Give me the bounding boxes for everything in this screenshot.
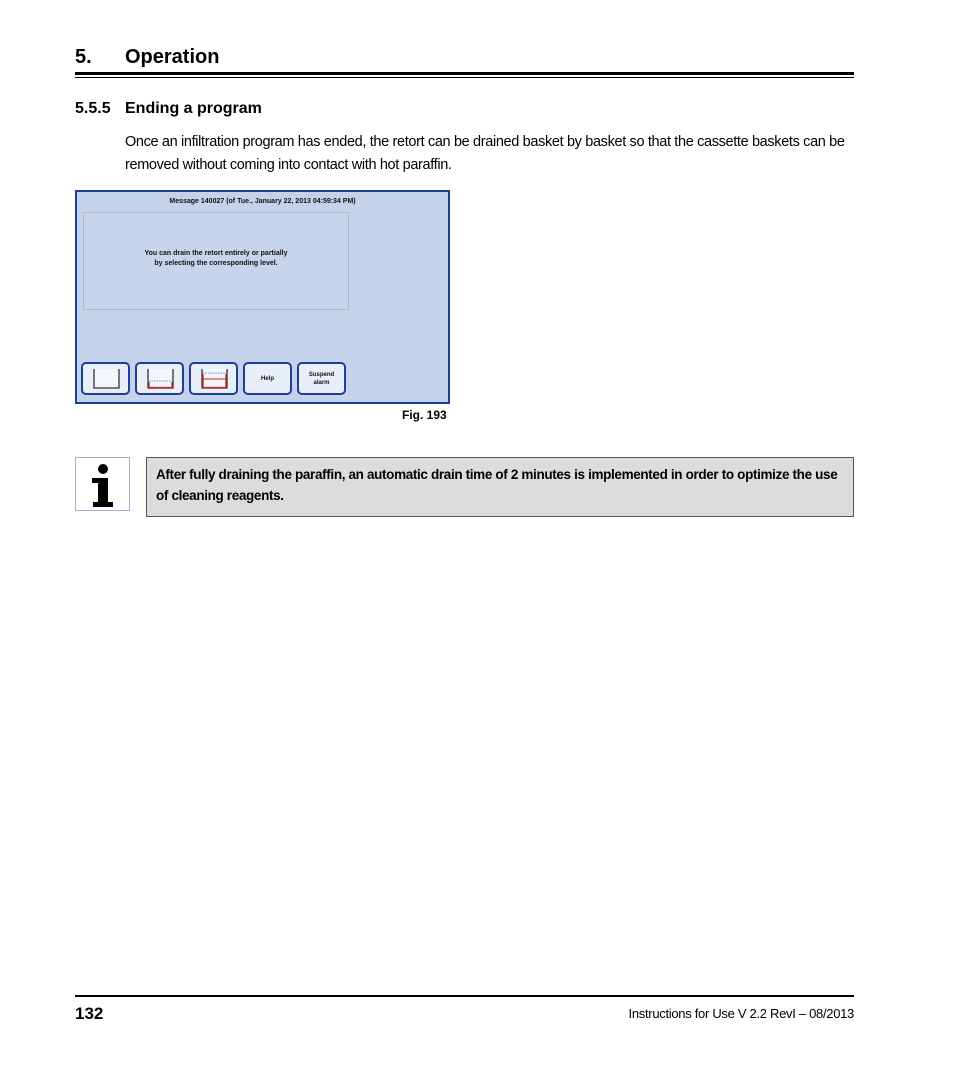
- body-paragraph: Once an infiltration program has ended, the retort can be drained basket by basket so that the cassette baskets can be removed without coming into contact with hot paraffin.: [125, 134, 845, 173]
- chapter-number: 5.: [75, 46, 92, 68]
- page-number: 132: [75, 1004, 104, 1023]
- help-button[interactable]: [243, 362, 292, 395]
- device-message-header: Message 140027 (of Tue., January 22, 2013 04:59:34 PM): [169, 198, 356, 205]
- info-note: After fully draining the paraffin, an automatic drain time of 2 minutes is implemented in order to optimize the use of cleaning reagents.: [146, 457, 854, 517]
- section-title: Ending a program: [125, 100, 262, 117]
- device-message-text: [84, 249, 348, 269]
- suspend-alarm-button[interactable]: [297, 362, 346, 395]
- section-number: 5.5.5: [75, 100, 111, 117]
- drain-level-1-icon: [146, 368, 175, 390]
- info-icon: [76, 458, 129, 510]
- suspend-alarm-label-line2: alarm: [313, 379, 330, 386]
- chapter-title: Operation: [125, 46, 220, 68]
- help-button-label: Help: [260, 375, 274, 382]
- drain-empty-button[interactable]: [81, 362, 130, 395]
- drain-empty-icon: [92, 368, 121, 390]
- device-message-line: by selecting the corresponding level.: [154, 260, 278, 267]
- drain-level-1-button[interactable]: [135, 362, 184, 395]
- figure-caption: Fig. 193: [402, 408, 447, 422]
- footer-rule: [75, 995, 854, 997]
- drain-level-2-icon: [200, 368, 229, 390]
- device-message-box: [83, 212, 349, 310]
- info-icon-box: [75, 457, 130, 511]
- footer-document-info: Instructions for Use V 2.2 RevI – 08/2013: [628, 1006, 854, 1021]
- device-message-line: You can drain the retort entirely or partially: [144, 250, 288, 257]
- suspend-alarm-label-line1: Suspend: [308, 371, 335, 378]
- chapter-rule-thin: [75, 77, 854, 78]
- chapter-rule-thick: [75, 72, 854, 75]
- drain-level-2-button[interactable]: [189, 362, 238, 395]
- device-screenshot: [75, 190, 450, 404]
